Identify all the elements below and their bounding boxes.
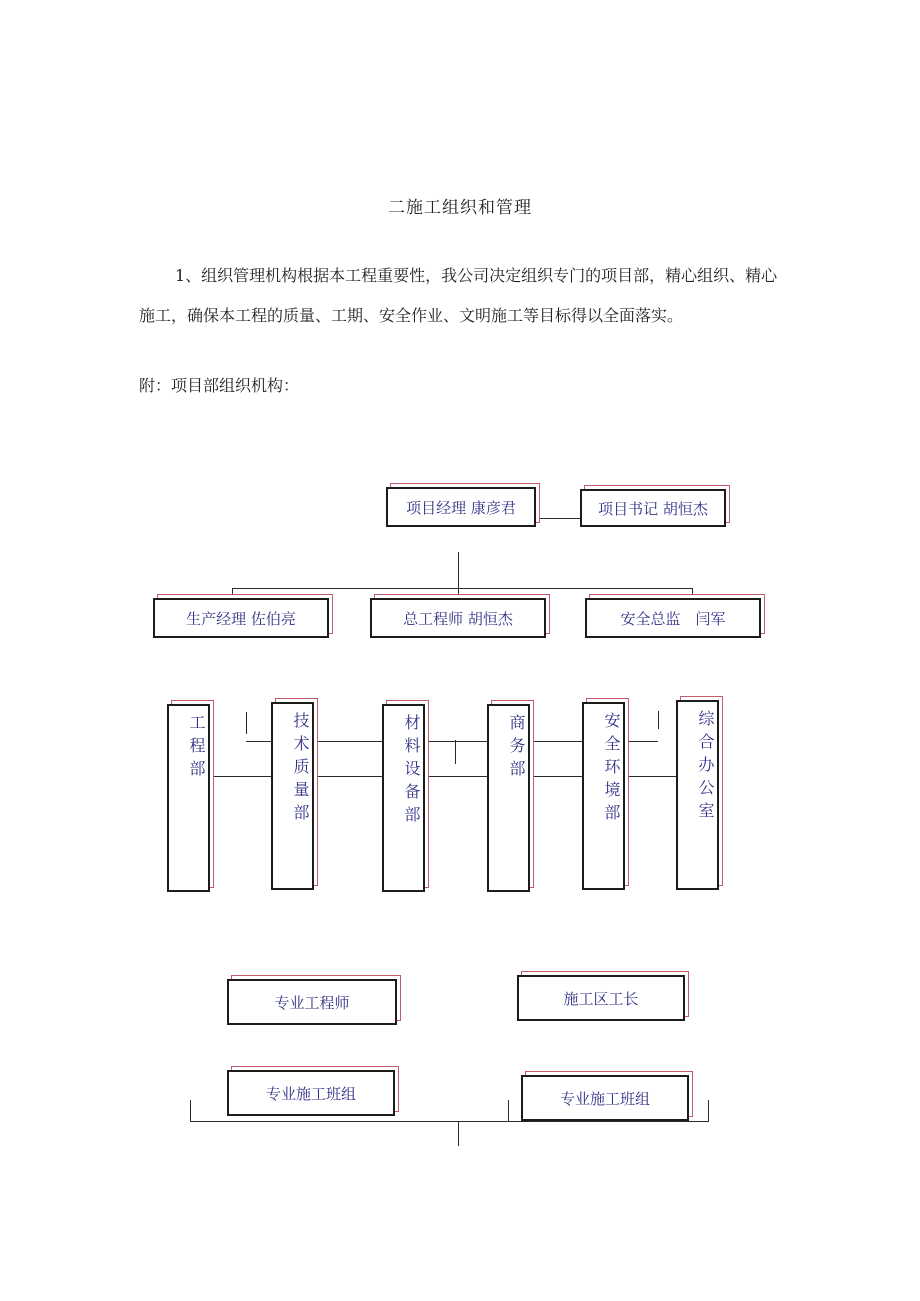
connector-dept-tick-right <box>658 711 659 729</box>
box-dept-business: 商务部 <box>487 704 530 892</box>
connector-top-stub <box>458 552 459 580</box>
box-dept-engineering: 工程部 <box>167 704 210 892</box>
box-chief-engineer: 总工程师 胡恒杰 <box>370 598 546 638</box>
box-production-manager: 生产经理 佐伯亮 <box>153 598 329 638</box>
connector-dept-tick-left <box>246 712 247 734</box>
box-project-manager: 项目经理 康彦君 <box>386 487 536 527</box>
connector-level2-bus <box>232 588 692 589</box>
document-title: 二施工组织和管理 <box>388 198 532 218</box>
box-dept-tech-quality: 技术质量部 <box>271 702 314 890</box>
connector-level2-left <box>232 588 233 598</box>
paragraph-org-management: 1、组织管理机构根据本工程重要性，我公司决定组织专门的项目部，精心组织、精心施工，确保本工程的质量、工期、安全作业、文明施工等目标得以全面落实。 <box>139 266 778 325</box>
box-specialist-engineer: 专业工程师 <box>227 979 397 1025</box>
appendix-label: 附：项目部组织机构： <box>139 376 300 395</box>
connector-team-stub <box>458 1122 459 1146</box>
connector-level2-right <box>692 588 693 598</box>
box-team-left: 专业施工班组 <box>227 1070 395 1116</box>
connector-level2-mid <box>458 580 459 598</box>
box-dept-safety-environment: 安全环境部 <box>582 702 625 890</box>
box-dept-materials-equipment: 材料设备部 <box>382 704 425 892</box>
connector-team-right <box>708 1100 709 1122</box>
box-project-secretary: 项目书记 胡恒杰 <box>580 489 726 527</box>
box-site-supervisor: 施工区工长 <box>517 975 685 1021</box>
connector-team-bus <box>190 1121 708 1122</box>
box-safety-director: 安全总监 闫军 <box>585 598 761 638</box>
connector-manager-secretary <box>536 518 580 519</box>
connector-team-mid-left <box>508 1100 509 1122</box>
box-dept-general-office: 综合办公室 <box>676 700 719 890</box>
connector-dept-tick-mid <box>455 740 456 764</box>
connector-team-left <box>190 1100 191 1122</box>
box-team-right: 专业施工班组 <box>521 1075 689 1121</box>
